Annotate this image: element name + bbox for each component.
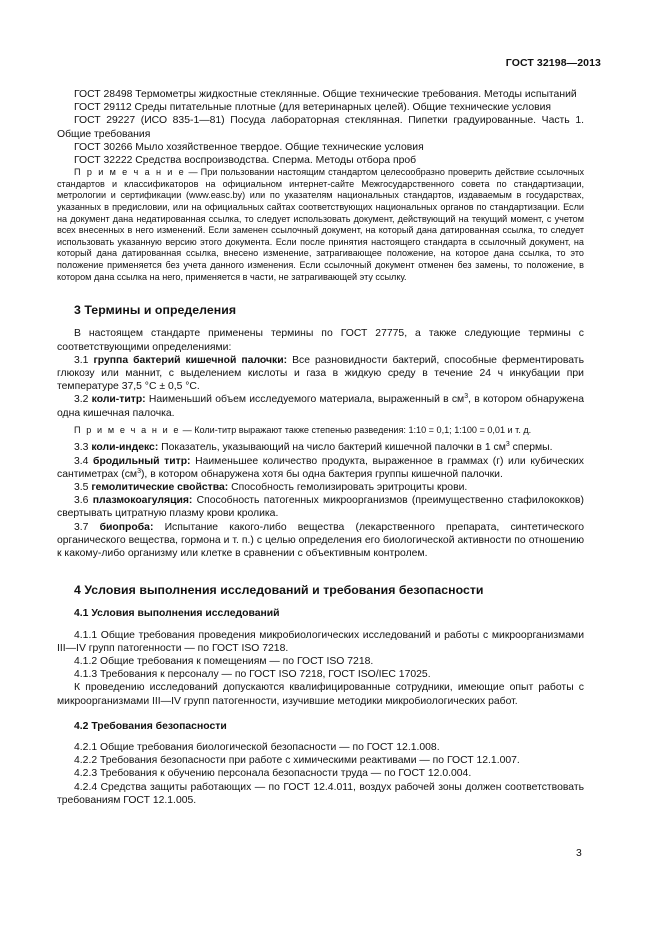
note-label: П р и м е ч а н и е	[74, 424, 181, 435]
clause-item: 4.2.3 Требования к обучению персонала безопасности труда — по ГОСТ 12.0.004.	[74, 768, 472, 780]
term-name: коли-титр:	[91, 394, 146, 406]
reference-item: ГОСТ 30266 Мыло хозяйственное твердое. Общие технические условия	[74, 141, 424, 153]
term-definition: Способность гемолизировать эритроциты крови.	[228, 481, 468, 493]
term-number: 3.7	[74, 521, 100, 533]
term-name: плазмокоагуляция:	[92, 495, 193, 507]
term-3-1	[57, 354, 584, 394]
section-4-heading: 4 Условия выполнения исследований и требования безопасности	[74, 583, 484, 598]
references-note	[57, 167, 584, 283]
clause-item: 4.1.1 Общие требования проведения микробиологических исследований и работы с микроорганизмами III—IV групп патогенности — по ГОСТ ISO 7218.	[57, 629, 584, 654]
superscript: 3	[464, 393, 469, 401]
term-number: 3.4	[74, 455, 94, 467]
reference-item: ГОСТ 29227 (ИСО 835-1—81) Посуда лабораторная стеклянная. Пипетки градуированные. Часть 1. Общие требования	[57, 115, 584, 140]
reference-item: ГОСТ 28498 Термометры жидкостные стеклянные. Общие технические требования. Методы испытаний	[74, 89, 577, 100]
term-definition-end: спермы.	[509, 442, 553, 454]
term-3-7	[57, 521, 584, 561]
note-label: П р и м е ч а н и е	[74, 167, 186, 178]
superscript: 3	[505, 441, 510, 449]
term-3-6	[57, 494, 584, 520]
reference-item: ГОСТ 29112 Среды питательные плотные (для ветеринарных целей). Общие технические условия	[74, 102, 552, 114]
term-number: 3.1	[74, 354, 94, 366]
term-definition-end: ), в котором обнаружена хотя бы одна бактерия группы кишечной палочки.	[140, 468, 503, 480]
document-code-header: ГОСТ 32198—2013	[505, 57, 601, 69]
term-3-4	[57, 455, 584, 481]
term-number: 3.2	[74, 394, 92, 406]
clause-item: 4.1.2 Общие требования к помещениям — по ГОСТ ISO 7218.	[74, 656, 374, 668]
subsection-4-2-heading: 4.2 Требования безопасности	[74, 720, 227, 732]
term-name: гемолитические свойства:	[91, 481, 229, 493]
term-name: группа бактерий кишечной палочки:	[93, 354, 288, 366]
term-number: 3.6	[74, 495, 93, 507]
term-number: 3.3	[74, 442, 92, 454]
clause-item: 4.2.1 Общие требования биологической безопасности — по ГОСТ 12.1.008.	[74, 742, 440, 754]
reference-item: ГОСТ 32222 Средства воспроизводства. Сперма. Методы отбора проб	[74, 155, 417, 167]
clause-item: К проведению исследований допускаются квалифицированные сотрудники, имеющие опыт работы с микроорганизмами III—IV групп патогенности, изучившие методики микробиологических работ.	[57, 682, 584, 707]
section-3-intro: В настоящем стандарте применены термины по ГОСТ 27775, а также следующие термины с соответствующими определениями:	[57, 328, 584, 353]
note-text: — Коли-титр выражают также степенью разведения: 1:10 = 0,1; 1:100 = 0,01 и т. д.	[180, 424, 532, 435]
clause-item: 4.1.3 Требования к персоналу — по ГОСТ ISO 7218, ГОСТ ISO/IEC 17025.	[74, 669, 431, 681]
term-name: бродильный титр:	[93, 455, 191, 467]
subsection-4-1-heading: 4.1 Условия выполнения исследований	[74, 608, 280, 620]
term-definition: Показатель, указывающий на число бактерий кишечной палочки в 1 см	[158, 442, 506, 454]
page-number: 3	[576, 848, 582, 859]
term-definition: Наименьший объем исследуемого материала, выраженный в см	[145, 394, 465, 406]
note-text: — При пользовании настоящим стандартом целесообразно проверить действие ссылочных стандартов и классификаторов на официальном интернет-сайте Межгосударственного совета по стандартизации, метрологии и сертификации (www.easc.by) или по указателям национальных стандартов, издаваемым в государствах, указанных в предисловии, или на официальных сайтах соответствующих национальных органов по стандартизации. Если на документ дана недатированная ссылка, то следует использовать документ, действующий на текущий момент, с учетом всех внесенных в него изменений. Если заменен ссылочный документ, на который дана датированная ссылка, то следует использовать указанную версию этого документа. Если после принятия настоящего стандарта в ссылочный документ, на который дана датированная ссылка, внесено изменение, затрагивающее положение, на которое дана ссылка, то это положение применяется без учета данного изменения. Если ссылочный документ отменен без замены, то положение, в котором дана ссылка на него, применяется в части, не затрагивающей эту ссылку.	[57, 167, 584, 282]
term-number: 3.5	[74, 481, 92, 493]
page-content	[57, 88, 584, 807]
superscript: 3	[137, 467, 141, 475]
term-definition: Наименьшее количество продукта, выраженное в граммах (г) или кубических сантиметрах (см	[57, 455, 584, 480]
term-definition-end: , в котором обнаружена одна кишечная палочка.	[57, 394, 584, 419]
term-name: коли-индекс:	[91, 442, 159, 454]
coli-titer-note	[57, 425, 584, 437]
term-3-2	[57, 393, 584, 419]
term-definition: Испытание какого-либо вещества (лекарственного препарата, синтетического органического вещества, гормона и т. п.) с целью определения его биологической активности по отношению к какому-либо организму или клетке в сравнении с объективным контролем.	[57, 521, 584, 559]
section-3-heading: 3 Термины и определения	[74, 303, 237, 318]
clause-item: 4.2.4 Средства защиты работающих — по ГОСТ 12.4.011, воздух рабочей зоны должен соответствовать требованиям ГОСТ 12.1.005.	[57, 781, 584, 806]
term-3-5	[57, 481, 584, 494]
term-3-3	[57, 441, 584, 454]
term-definition: Способность патогенных микроорганизмов (преимущественно стафилококков) свертывать цитратную плазму крови кролика.	[57, 495, 585, 520]
clause-item: 4.2.2 Требования безопасности при работе с химическими реактивами — по ГОСТ 12.1.007.	[74, 755, 520, 767]
term-definition: Все разновидности бактерий, способные ферментировать глюкозу или маннит, с выделением кислоты и газа в жидкую среду в течение 24 ч инкубации при температуре 37,5 °С ± 0,5 °С.	[57, 354, 584, 393]
term-name: биопроба:	[99, 521, 154, 533]
